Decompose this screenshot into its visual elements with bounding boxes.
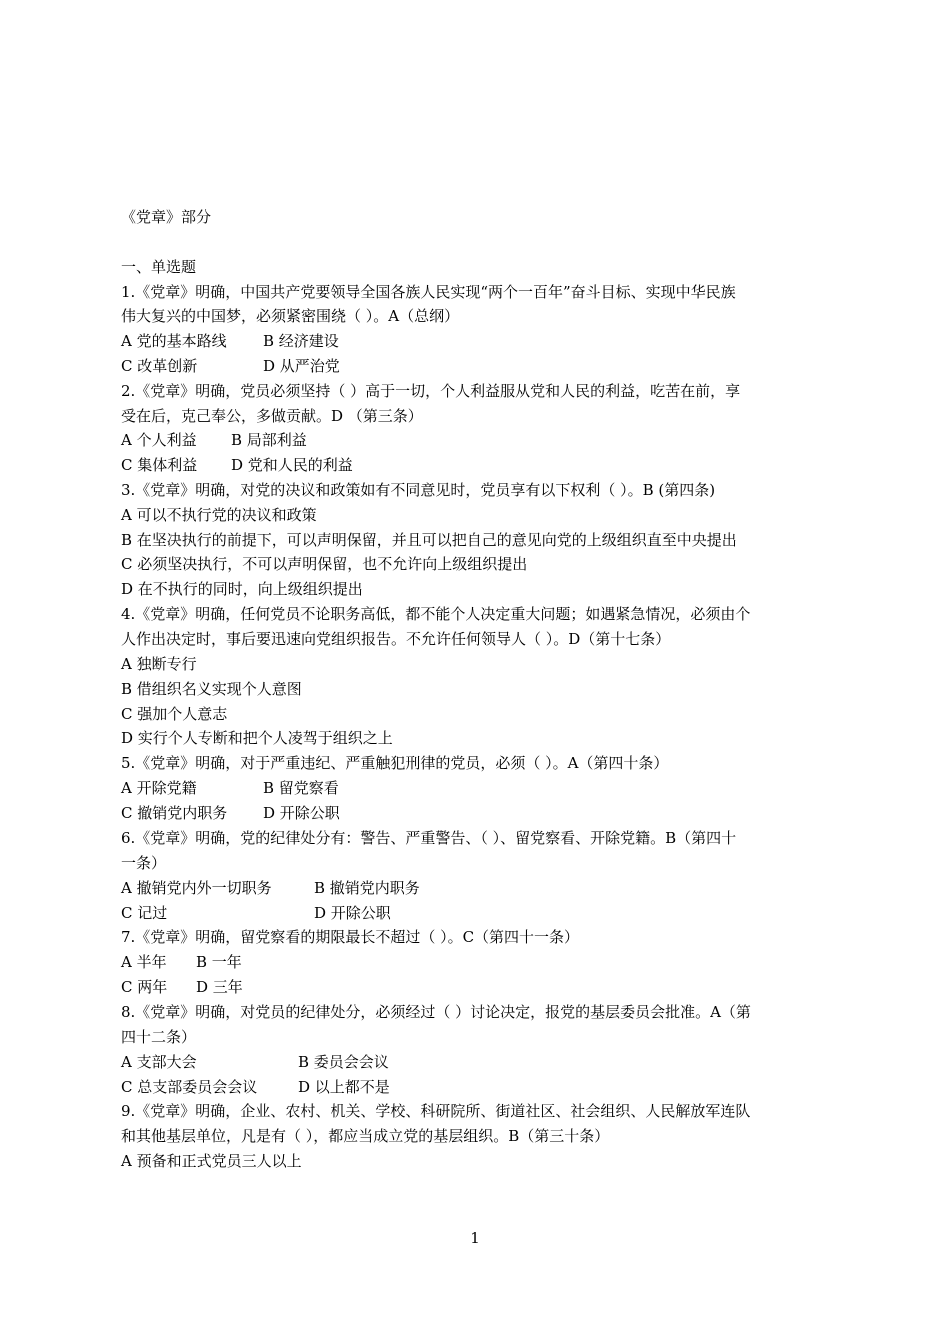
question-7-option-c: C 两年 bbox=[121, 978, 168, 996]
question-type-heading: 一、单选题 bbox=[121, 258, 197, 276]
section-title: 《党章》部分 bbox=[121, 208, 212, 226]
question-6-option-b: B 撤销党内职务 bbox=[314, 879, 420, 897]
question-5-option-c: C 撤销党内职务 bbox=[121, 804, 228, 822]
question-6-option-d: D 开除公职 bbox=[314, 904, 391, 922]
question-2-option-a: A 个人利益 bbox=[121, 431, 197, 449]
question-2-text-line-1: 2.《党章》明确，党员必须坚持（ ）高于一切，个人利益服从党和人民的利益，吃苦在前，享 bbox=[121, 382, 741, 400]
question-4-option-b: B 借组织名义实现个人意图 bbox=[121, 680, 302, 698]
question-7-option-a: A 半年 bbox=[121, 953, 167, 971]
question-6-option-a: A 撤销党内外一切职务 bbox=[121, 879, 272, 897]
question-5-text-line-1: 5.《党章》明确，对于严重违纪、严重触犯刑律的党员，必须（ ）。A（第四十条） bbox=[121, 754, 669, 772]
question-4-option-d: D 实行个人专断和把个人凌驾于组织之上 bbox=[121, 729, 393, 747]
question-3-option-a: A 可以不执行党的决议和政策 bbox=[121, 506, 317, 524]
question-3-option-b: B 在坚决执行的前提下，可以声明保留，并且可以把自己的意见向党的上级组织直至中央提出 bbox=[121, 531, 737, 549]
question-4-option-c: C 强加个人意志 bbox=[121, 705, 228, 723]
question-8-text-line-1: 8.《党章》明确，对党员的纪律处分，必须经过（ ）讨论决定，报党的基层委员会批准。A（第 bbox=[121, 1003, 751, 1021]
question-1-option-a: A 党的基本路线 bbox=[121, 332, 227, 350]
question-1-text-line-1: 1.《党章》明确，中国共产党要领导全国各族人民实现“两个一百年”奋斗目标、实现中华民族 bbox=[121, 283, 736, 301]
question-2-option-d: D 党和人民的利益 bbox=[231, 456, 353, 474]
question-7-option-b: B 一年 bbox=[196, 953, 242, 971]
question-5-option-d: D 开除公职 bbox=[263, 804, 340, 822]
question-8-text-line-2: 四十二条） bbox=[121, 1028, 197, 1046]
page-number: 1 bbox=[470, 1229, 480, 1247]
question-1-option-c: C 改革创新 bbox=[121, 357, 198, 375]
question-1-option-b: B 经济建设 bbox=[263, 332, 339, 350]
question-6-option-c: C 记过 bbox=[121, 904, 168, 922]
question-8-option-a: A 支部大会 bbox=[121, 1053, 197, 1071]
question-8-option-d: D 以上都不是 bbox=[298, 1078, 390, 1096]
question-1-option-d: D 从严治党 bbox=[263, 357, 340, 375]
question-5-option-a: A 开除党籍 bbox=[121, 779, 197, 797]
question-7-text-line-1: 7.《党章》明确，留党察看的期限最长不超过（ ）。C（第四十一条） bbox=[121, 928, 580, 946]
question-3-text-line-1: 3.《党章》明确，对党的决议和政策如有不同意见时，党员享有以下权利（ ）。B (第四条) bbox=[121, 481, 716, 499]
question-4-text-line-2: 人作出决定时，事后要迅速向党组织报告。不允许任何领导人（ ）。D（第十七条） bbox=[121, 630, 671, 648]
question-9-text-line-1: 9.《党章》明确，企业、农村、机关、学校、科研院所、街道社区、社会组织、人民解放军连队 bbox=[121, 1102, 751, 1120]
question-2-text-line-2: 受在后，克己奉公，多做贡献。D （第三条） bbox=[121, 407, 423, 425]
question-5-option-b: B 留党察看 bbox=[263, 779, 339, 797]
question-8-option-b: B 委员会会议 bbox=[298, 1053, 389, 1071]
question-6-text-line-1: 6.《党章》明确，党的纪律处分有：警告、严重警告、（ ）、留党察看、开除党籍。B（第四十 bbox=[121, 829, 737, 847]
question-1-text-line-2: 伟大复兴的中国梦，必须紧密围绕（ ）。A（总纲） bbox=[121, 307, 460, 325]
question-3-option-d: D 在不执行的同时，向上级组织提出 bbox=[121, 580, 363, 598]
question-9-text-line-2: 和其他基层单位，凡是有（ ），都应当成立党的基层组织。B（第三十条） bbox=[121, 1127, 610, 1145]
question-4-text-line-1: 4.《党章》明确，任何党员不论职务高低，都不能个人决定重大问题；如遇紧急情况，必须由个 bbox=[121, 605, 751, 623]
question-7-option-d: D 三年 bbox=[196, 978, 243, 996]
question-3-option-c: C 必须坚决执行，不可以声明保留，也不允许向上级组织提出 bbox=[121, 555, 528, 573]
question-8-option-c: C 总支部委员会会议 bbox=[121, 1078, 258, 1096]
question-2-option-c: C 集体利益 bbox=[121, 456, 198, 474]
question-9-option-a: A 预备和正式党员三人以上 bbox=[121, 1152, 302, 1170]
question-6-text-line-2: 一条） bbox=[121, 854, 167, 872]
question-4-option-a: A 独断专行 bbox=[121, 655, 197, 673]
question-2-option-b: B 局部利益 bbox=[231, 431, 307, 449]
